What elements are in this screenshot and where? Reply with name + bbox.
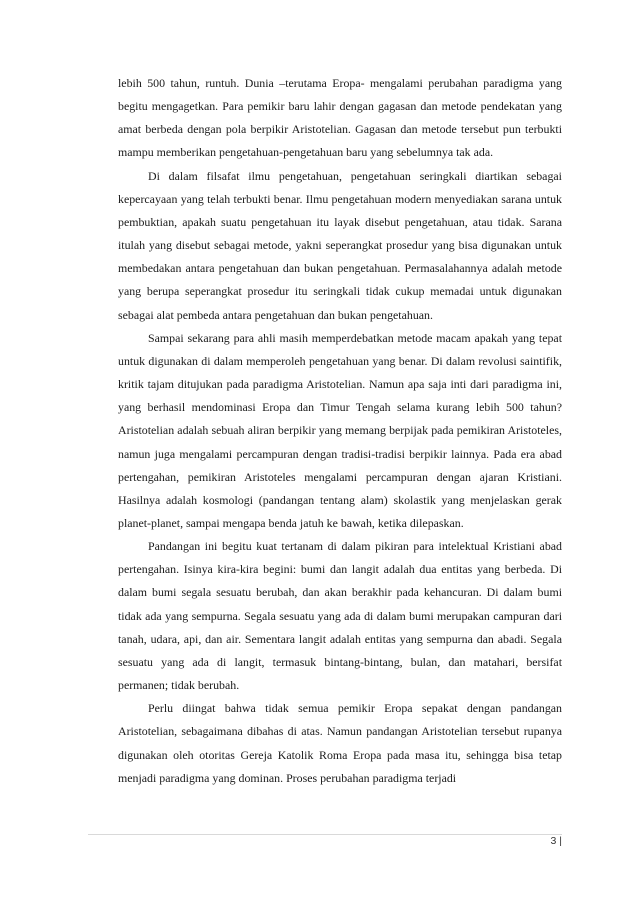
body-text: [118, 72, 562, 790]
page-number: 3 |: [550, 835, 562, 847]
paragraph-1: lebih 500 tahun, runtuh. Dunia –terutama Eropa- mengalami perubahan paradigma yang begitu mengagetkan. Para pemikir baru lahir dengan gagasan dan metode pendekatan yang amat berbeda dengan pola berpikir Aristotelian. Gagasan dan metode tersebut pun terbukti mampu memberikan pengetahuan-pengetahuan baru yang sebelumnya tak ada.: [118, 76, 562, 160]
paragraph-4: Pandangan ini begitu kuat tertanam di dalam pikiran para intelektual Kristiani abad pertengahan. Isinya kira-kira begini: bumi dan langit adalah dua entitas yang berbeda. Di dalam bumi segala sesuatu berubah, dan akan berakhir pada kehancuran. Di dalam bumi tidak ada yang sempurna. Segala sesuatu yang ada di dalam bumi merupakan campuran dari tanah, udara, api, dan air. Sementara langit adalah entitas yang sempurna dan abadi. Segala sesuatu yang ada di langit, termasuk bintang-bintang, bulan, dan matahari, bersifat permanen; tidak berubah.: [118, 539, 562, 693]
paragraph-5: Perlu diingat bahwa tidak semua pemikir Eropa sepakat dengan pandangan Aristotelian, sebagaimana dibahas di atas. Namun pandangan Aristotelian tersebut rupanya digunakan oleh otoritas Gereja Katolik Roma Eropa pada masa itu, sehingga bisa tetap menjadi paradigma yang dominan. Proses perubahan paradigma terjadi: [118, 701, 562, 785]
paragraph-3: Sampai sekarang para ahli masih memperdebatkan metode macam apakah yang tepat untuk digunakan di dalam memperoleh pengetahuan yang benar. Di dalam revolusi saintifik, kritik tajam ditujukan pada paradigma Aristotelian. Namun apa saja inti dari paradigma ini, yang berhasil mendominasi Eropa dan Timur Tengah selama kurang lebih 500 tahun? Aristotelian adalah sebuah aliran berpikir yang memang berpijak pada pemikiran Aristoteles, namun juga mengalami percampuran dengan tradisi-tradisi berpikir lainnya. Pada era abad pertengahan, pemikiran Aristoteles mengalami percampuran dengan ajaran Kristiani. Hasilnya adalah kosmologi (pandangan tentang alam) skolastik yang menjelaskan gerak planet-planet, sampai mengapa benda jatuh ke bawah, ketika dilepaskan.: [118, 330, 562, 530]
footer-divider: [88, 834, 562, 835]
paragraph-2: Di dalam filsafat ilmu pengetahuan, pengetahuan seringkali diartikan sebagai kepercayaan yang telah terbukti benar. Ilmu pengetahuan modern menyediakan sarana untuk pembuktian, apakah suatu pengetahuan itu layak disebut pengetahuan, atau tidak. Sarana itulah yang disebut sebagai metode, yakni seperangkat prosedur yang bisa digunakan untuk membedakan antara pengetahuan dan bukan pengetahuan. Permasalahannya adalah metode yang berupa seperangkat prosedur itu seringkali tidak cukup memadai untuk digunakan sebagai alat pembeda antara pengetahuan dan bukan pengetahuan.: [118, 168, 562, 322]
